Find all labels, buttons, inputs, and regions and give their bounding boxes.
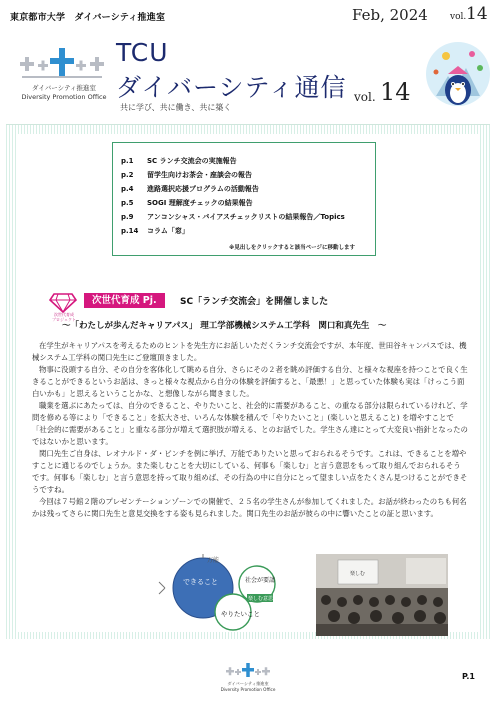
toc-text: 進路選択応援プログラムの活動報告 xyxy=(147,185,259,193)
toc-page: p.5 xyxy=(121,199,134,207)
badge-caption-line2: プロジェクト xyxy=(52,317,76,322)
newsletter-slogan: 共に学び、共に働き、共に築く xyxy=(120,103,232,112)
paragraph: 物事に没頭する自分、その自分を客体化して眺める自分、さらにその２者を眺め評価する自分、と様々な視座を持つことで良く生きることができるというお話は、きっと様々な視点から自分の体験を評価すると、「最悪！」と思っていた体験も実は「けっこう面白いかも」と思えるということかな、と想像しながら聞きました。 xyxy=(32,365,468,398)
paragraph: 関口先生ご自身は、レオナルド・ダ・ビンチを例に挙げ、万能でありたいと思っておられるそうです。これは、できることを増やすことに通じるのでしょうか。また楽しむことを大切にしている、何事も「楽しむ」と言う意思をもって取り組んでおられるそうです。何事も「楽しむ」と言う意思を持って取り組めば、その行為の中に自分にとって望ましい点をたくさん見つけることができそうですね。 xyxy=(32,449,468,494)
toc-item-p14[interactable] xyxy=(121,227,189,236)
header-vol-label: vol. xyxy=(354,90,376,104)
toc-page: p.9 xyxy=(121,213,134,221)
diagram-label-society: 社会が要請 xyxy=(245,577,276,584)
career-venn-diagram xyxy=(155,554,303,634)
diagram-label-enjoy: 楽しむ意思 xyxy=(248,596,274,602)
badge-caption-line1: 次世代育成 xyxy=(54,312,74,317)
diagram-label-can: できること xyxy=(183,578,218,586)
toc-text: SC ランチ交流会の実施報告 xyxy=(147,157,237,165)
logo-caption-en: Diversity Promotion Office xyxy=(21,93,107,101)
toc-text: SOGI 理解度チェックの結果報告 xyxy=(147,199,253,207)
toc-item-p2[interactable] xyxy=(121,171,252,180)
toc-page: p.1 xyxy=(121,157,134,165)
mascot-illustration-icon xyxy=(422,38,492,112)
paragraph: 今回は７号館２階のプレゼンテーションゾーンでの開催で、２５名の学生さんが参加してくれました。お話が終わったのちも何名かは残ってさらに関口先生と意見交換をする姿も見られました。関口先生のお話が彼らの中に響いたことの証と思います。 xyxy=(32,497,467,518)
article-subtitle: ～「わたしが歩んだキャリアパス」 理工学部機械システム工学科 関口和真先生 ～ xyxy=(62,321,387,331)
toc-note: ※見出しをクリックすると該当ページに移動します xyxy=(229,245,356,251)
toc-item-p9[interactable] xyxy=(121,213,345,222)
top-organization: 東京都市大学 ダイバーシティ推進室 xyxy=(10,13,166,23)
paragraph: 在学生がキャリアパスを考えるためのヒントを先生方にお話しいただくランチ交流会ですが、本年度、世田谷キャンパスでは、機械システム工学科の関口先生にご登壇頂きました。 xyxy=(32,341,467,362)
diagram-label-top: 万能 xyxy=(207,557,220,564)
article-title: SC「ランチ交流会」を開催しました xyxy=(180,297,329,307)
paragraph: 職業を選ぶにあたっては、自分のできること、やりたいこと、社会的に需要があること、の重なる部分は限られているけれど、学問を修める等により「できること」を拡大させ、いろんな体験を積んで「やりたいこと」(楽しいと思えること) を増やすことで「社会的に需要があること」と重なる部分が増えて選択肢が増える、とのお話でした。学生さん達にとって大変良い指針となったのではないかと思います。 xyxy=(32,401,468,446)
masthead xyxy=(6,32,490,118)
article-body xyxy=(32,340,468,520)
toc-text: 留学生向けお茶会・座談会の報告 xyxy=(147,171,252,179)
header-vol-number: 14 xyxy=(380,78,411,106)
table-of-contents xyxy=(112,142,376,256)
toc-page: p.4 xyxy=(121,185,134,193)
footer-caption-en: Diversity Promotion Office xyxy=(220,686,276,692)
project-tag: 次世代育成 Pj. xyxy=(84,293,165,308)
logo-caption xyxy=(14,84,114,102)
toc-item-p1[interactable] xyxy=(121,157,237,166)
top-vol-label: vol. xyxy=(450,12,467,22)
newsletter-title-jp: ダイバーシティ通信 xyxy=(116,73,347,102)
footer-caption-jp: ダイバーシティ推進室 xyxy=(227,681,269,686)
toc-text: アンコンシャス・バイアスチェックリストの結果報告／Topics xyxy=(147,213,345,221)
top-vol-number: 14 xyxy=(466,4,488,24)
toc-page: p.2 xyxy=(121,171,134,179)
toc-item-p4[interactable] xyxy=(121,185,259,194)
event-photo xyxy=(316,554,448,636)
toc-page: p.14 xyxy=(121,227,139,235)
photo-screen-text: 楽しむ xyxy=(350,571,366,577)
newsletter-title-en: TCU xyxy=(116,38,169,67)
footer-logo-caption xyxy=(205,681,291,692)
logo-caption-jp: ダイバーシティ推進室 xyxy=(31,84,97,92)
diagram-label-want: やりたいこと xyxy=(221,610,260,618)
toc-text: コラム「窓」 xyxy=(147,227,189,235)
issue-date: Feb, 2024 xyxy=(352,6,428,24)
page-number: P.1 xyxy=(462,672,475,681)
toc-item-p5[interactable] xyxy=(121,199,253,208)
